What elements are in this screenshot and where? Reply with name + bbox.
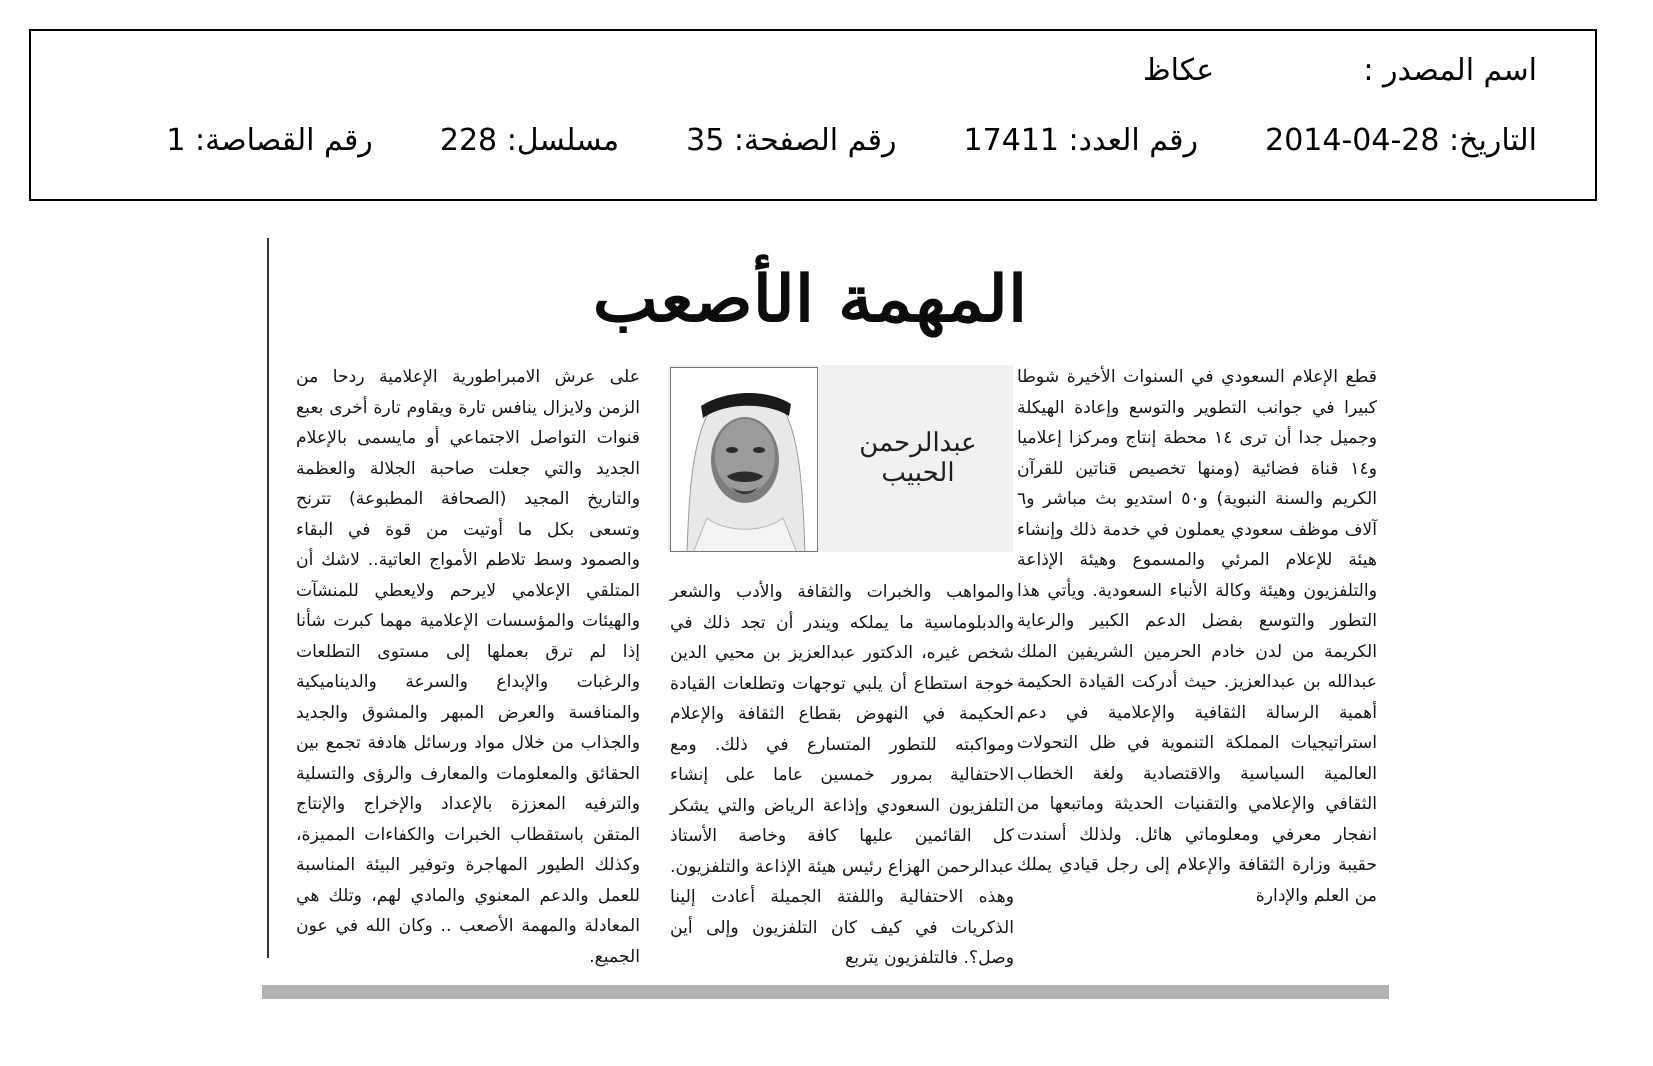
article-column-3-text: على عرش الامبراطورية الإعلامية ردحا من الزمن ولايزال ينافس تارة ويقاوم تارة أخرى بعبع قنوات التواصل الاجتماعي أو مايسمى بالإعلام الجديد والتي جعلت صاحبة الجلالة والعظمة والتاريخ المجيد (الصحافة المطبوعة) تترنح وتسعى بكل ما أوتيت من قوة في البقاء والصمود وسط تلاطم الأمواج العاتية.. لاشك أن المتلقي الإعلامي لايرحم ولايعطي للمنشآت والهيئات والمؤسسات الإعلامية مهما كبرت شأنا إذا لم ترق بعملها إلى مستوى التطلعات والرغبات والإبداع والسرعة والديناميكية والمنافسة والعرض المبهر والمشوق والجديد والجذاب من خلال مواد ورسائل هادفة تجمع بين الحقائق والمعلومات والمعارف والرؤى والتسلية والترفيه المعززة بالإعداد والإخراج والإنتاج المتقن باستقطاب الخبرات والكفاءات المميزة، وكذلك الطيور المهاجرة وتوفير البيئة المناسبة للعمل والدعم المعنوي والمادي لهم، وتلك هي المعادلة والمهمة الأصعب .. وكان الله في عون الجميع. — [296, 367, 640, 967]
article-column-2 — [670, 577, 1014, 974]
serial-label: مسلسل: — [506, 123, 620, 158]
date-label: التاريخ: — [1449, 123, 1537, 158]
date-value: 2014-04-28 — [1265, 123, 1440, 158]
issue-label: رقم العدد: — [1068, 123, 1199, 158]
clipping-left-rule — [267, 238, 269, 958]
clipping-bottom-rule — [262, 985, 1389, 999]
details-row — [166, 123, 1537, 158]
portrait-image — [671, 368, 818, 552]
serial-value: 228 — [439, 123, 498, 158]
metadata-box — [29, 29, 1597, 201]
source-label: اسم المصدر : — [1363, 53, 1537, 88]
article-column-3 — [296, 362, 640, 972]
article-headline: المهمة الأصعب — [592, 262, 1028, 337]
issue-value: 17411 — [963, 123, 1059, 158]
source-value: عكاظ — [1142, 53, 1215, 88]
clip-value: 1 — [166, 123, 186, 158]
article-column-1 — [1017, 362, 1377, 911]
author-name: عبدالرحمن الحبيب — [859, 428, 977, 488]
page-value: 35 — [686, 123, 725, 158]
page-label: رقم الصفحة: — [733, 123, 897, 158]
article-column-2-text: والمواهب والخبرات والثقافة والأدب والشعر والدبلوماسية ما يملكه ويندر أن تجد ذلك في شخص غيره، الدكتور عبدالعزيز بن محيي الدين خوجة استطاع أن يلبي توجهات وتطلعات القيادة الحكيمة في النهوض بقطاع الثقافة والإعلام ومواكبته للتطور المتسارع في ذلك. ومع الاحتفالية بمرور خمسين عاما على إنشاء التلفزيون السعودي وإذاعة الرياض والتي يشكر كل القائمين عليها كافة وخاصة الأستاذ عبدالرحمن الهزاع رئيس هيئة الإذاعة والتلفزيون. وهذه الاحتفالية واللفتة الجميلة أعادت إلينا الذكريات في كيف كان التلفزيون وإلى أين وصل؟. فالتلفزيون يتربع — [670, 582, 1014, 968]
clip-label: رقم القصاصة: — [194, 123, 373, 158]
source-row — [1143, 53, 1537, 88]
author-portrait — [670, 367, 818, 552]
article-column-1-text: قطع الإعلام السعودي في السنوات الأخيرة شوطا كبيرا في جوانب التطوير والتوسع وإعادة الهيكلة وجميل جدا أن ترى ١٤ محطة إنتاج ومركزا إعلاميا و١٤ قناة فضائية (ومنها تخصيص قناتين للقرآن الكريم والسنة النبوية) و٥٠ استديو بث مباشر و٦ آلاف موظف سعودي يعملون في خدمة ذلك وإنشاء هيئة للإعلام المرئي والمسموع وهيئة الإذاعة والتلفزيون وهيئة وكالة الأنباء السعودية. ويأتي هذا التطور والتوسع بفضل الدعم الكبير والرعاية الكريمة من لدن خادم الحرمين الشريفين الملك عبدالله بن عبدالعزيز. حيث أدركت القيادة الحكيمة أهمية الرسالة الثقافية والإعلامية في دعم استراتيجيات المملكة التنموية في ظل التحولات العالمية السياسية والاقتصادية ولغة الخطاب الثقافي والإعلامي والتقنيات الحديثة وماتبعها من انفجار معرفي ومعلوماتي هائل. ولذلك أسندت حقيبة وزارة الثقافة والإعلام إلى رجل قيادي يملك من العلم والإدارة — [1017, 367, 1377, 906]
